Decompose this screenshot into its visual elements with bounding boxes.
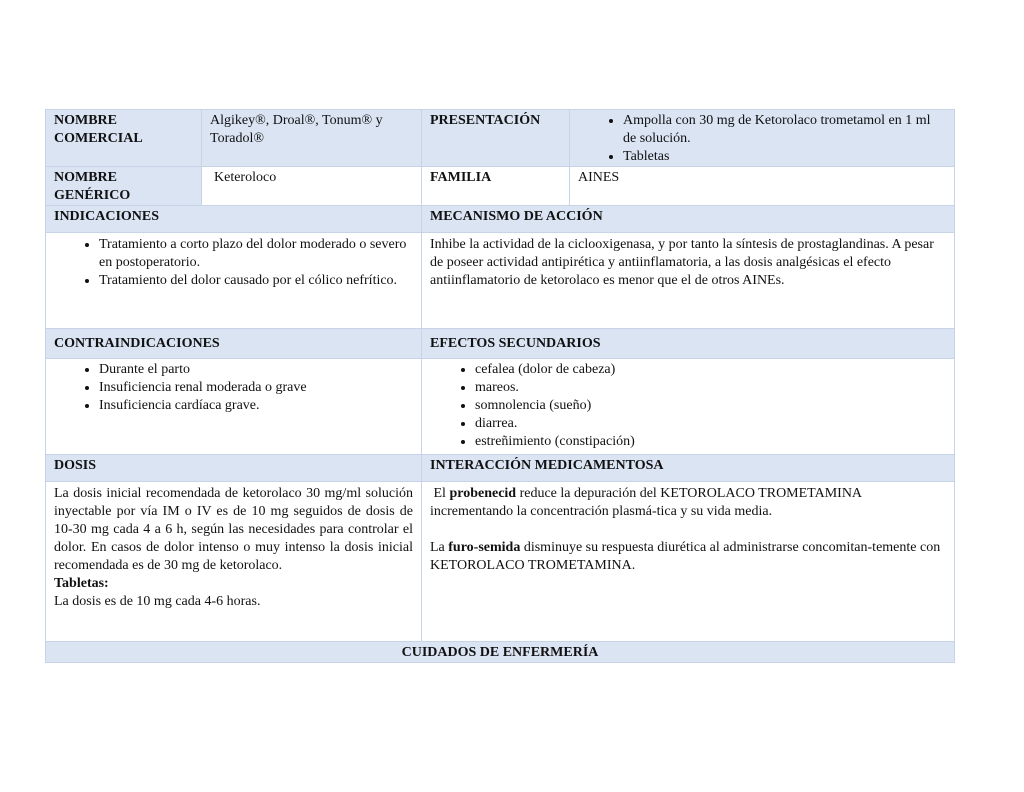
- drug-info-sheet: [45, 109, 954, 663]
- interaccion-p2-pre: La: [430, 540, 445, 555]
- presentacion-label: PRESENTACIÓN: [422, 110, 570, 167]
- row-nombre-generico: [46, 167, 955, 206]
- indicaciones-item: • Tratamiento a corto plazo del dolor moderado o severo en postoperatorio.: [99, 236, 413, 272]
- indicaciones-item: • Tratamiento del dolor causado por el cólico nefrítico.: [99, 272, 413, 290]
- efectos-list: [430, 361, 946, 451]
- nombre-comercial-value: Algikey®, Droal®, Tonum® y Toradol®: [202, 110, 422, 167]
- efectos-cell: [422, 359, 955, 455]
- efectos-item: • somnolencia (sueño): [475, 397, 946, 415]
- contraindicaciones-list: [54, 361, 413, 415]
- mecanismo-text: Inhibe la actividad de la ciclooxigenasa, y por tanto la síntesis de prostaglandinas. A pesar de poseer actividad antipirética y antiinflamatoria, a las dosis analgésicas el efecto antiinflamatorio de ketorolaco es menor que el de otros AINEs.: [422, 233, 955, 329]
- row-dosis-body: [46, 482, 955, 642]
- indicaciones-list: [54, 236, 413, 290]
- contraindicaciones-label: CONTRAINDICACIONES: [46, 329, 422, 359]
- nombre-generico-value: Keteroloco: [202, 167, 422, 206]
- nombre-generico-label: NOMBRE GENÉRICO: [46, 167, 202, 206]
- contraindicaciones-cell: [46, 359, 422, 455]
- interaccion-p1-post: reduce la depuración del KETOROLACO TROMETAMINA incrementando la concentración plasmá-tica y su vida media.: [430, 486, 862, 519]
- row-nombre-comercial: [46, 110, 955, 167]
- presentacion-cell: [570, 110, 955, 167]
- presentacion-item: • Tabletas: [623, 148, 946, 166]
- dosis-text: La dosis inicial recomendada de ketorolaco 30 mg/ml solución inyectable por vía IM o IV es de 10 mg seguidos de dosis de 10-30 mg cada 4 a 6 h, según las necesidades para controlar el dolor. En casos de dolor intenso o muy intenso la dosis inicial recomendada es de 30 mg de ketorolaco.: [54, 486, 413, 573]
- dosis-tabletas-text: La dosis es de 10 mg cada 4-6 horas.: [54, 594, 261, 609]
- interaccion-paragraph-2: [430, 539, 946, 575]
- interaccion-p1-pre: El: [433, 486, 446, 501]
- efectos-label: EFECTOS SECUNDARIOS: [422, 329, 955, 359]
- dosis-tabletas-label: Tabletas:: [54, 576, 109, 591]
- row-dosis-header: [46, 455, 955, 482]
- contraindicaciones-item: • Durante el parto: [99, 361, 413, 379]
- interaccion-p1-drug: probenecid: [449, 486, 517, 501]
- interaccion-paragraph-1: [430, 485, 946, 521]
- presentacion-item: • Ampolla con 30 mg de Ketorolaco trometamol en 1 ml de solución.: [623, 112, 946, 148]
- interaccion-p2-drug: furo-semida: [448, 540, 521, 555]
- contraindicaciones-item: • Insuficiencia cardíaca grave.: [99, 397, 413, 415]
- efectos-item: • cefalea (dolor de cabeza): [475, 361, 946, 379]
- paragraph-gap: [430, 521, 946, 539]
- efectos-item: • diarrea.: [475, 415, 946, 433]
- row-indicaciones-body: [46, 233, 955, 329]
- familia-label: FAMILIA: [422, 167, 570, 206]
- drug-info-table: [45, 109, 955, 663]
- interaccion-cell: [422, 482, 955, 642]
- indicaciones-label: INDICACIONES: [46, 206, 422, 233]
- row-contraindicaciones-body: [46, 359, 955, 455]
- efectos-item: • estreñimiento (constipación): [475, 433, 946, 451]
- row-contraindicaciones-header: [46, 329, 955, 359]
- nombre-comercial-label: NOMBRE COMERCIAL: [46, 110, 202, 167]
- dosis-cell: [46, 482, 422, 642]
- row-indicaciones-header: [46, 206, 955, 233]
- cuidados-label: CUIDADOS DE ENFERMERÍA: [46, 642, 955, 663]
- familia-value: AINES: [570, 167, 955, 206]
- row-cuidados-header: [46, 642, 955, 663]
- mecanismo-label: MECANISMO DE ACCIÓN: [422, 206, 955, 233]
- indicaciones-cell: [46, 233, 422, 329]
- contraindicaciones-item: • Insuficiencia renal moderada o grave: [99, 379, 413, 397]
- efectos-item: • mareos.: [475, 379, 946, 397]
- presentacion-list: [578, 112, 946, 166]
- interaccion-p2-post: disminuye su respuesta diurética al administrarse concomitan-temente con KETOROLACO TROMETAMINA.: [430, 540, 941, 573]
- interaccion-label: INTERACCIÓN MEDICAMENTOSA: [422, 455, 955, 482]
- dosis-label: DOSIS: [46, 455, 422, 482]
